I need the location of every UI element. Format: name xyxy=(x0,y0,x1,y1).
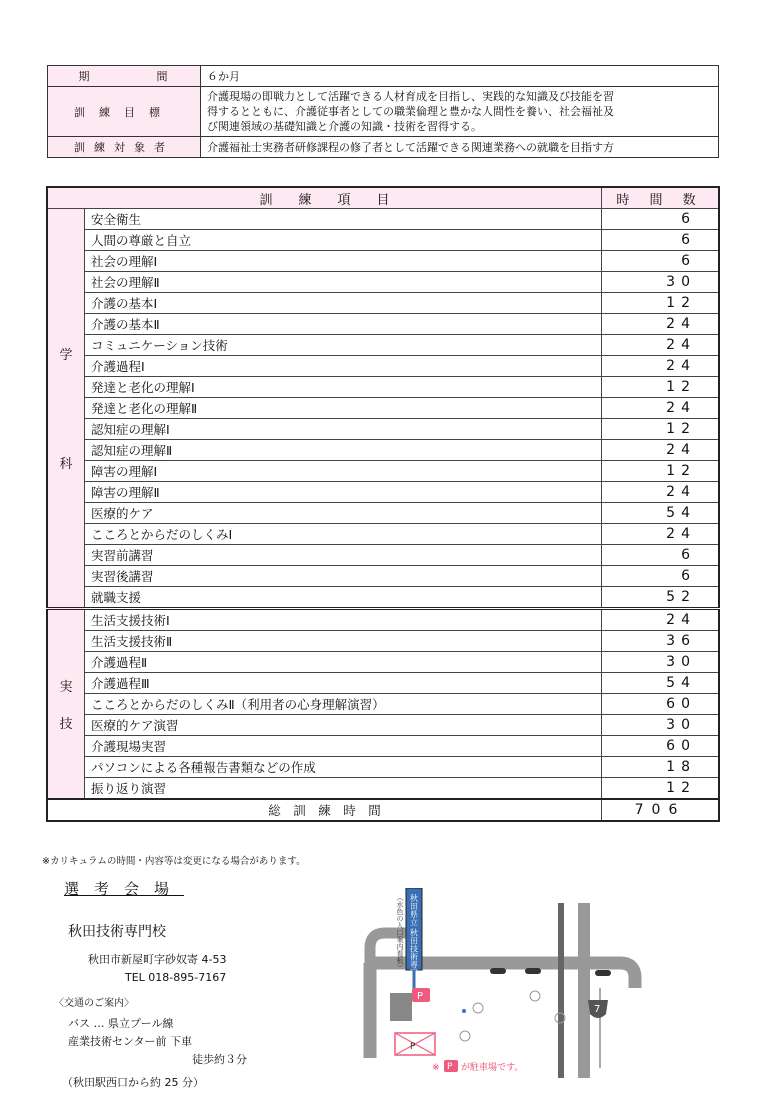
traffic-light-icon xyxy=(595,970,611,976)
curriculum-header xyxy=(47,187,719,209)
academic-category xyxy=(47,209,85,609)
item-hours: 12 xyxy=(602,293,720,314)
item-name: 介護過程Ⅲ xyxy=(85,673,602,694)
school-sign-text: 秋田県立 秋田技術専門校 xyxy=(409,894,419,985)
item-hours: 6 xyxy=(602,230,720,251)
curriculum-row xyxy=(47,715,719,736)
item-hours: 54 xyxy=(602,673,720,694)
curriculum-row xyxy=(47,398,719,419)
item-name: 社会の理解Ⅰ xyxy=(85,251,602,272)
item-name: 医療的ケア xyxy=(85,503,602,524)
access-heading: 〈交通のご案内〉 xyxy=(54,998,134,1009)
period-label: 期 間 xyxy=(48,66,201,87)
item-name: 認知症の理解Ⅰ xyxy=(85,419,602,440)
item-name: 生活支援技術Ⅰ xyxy=(85,609,602,631)
item-name: 発達と老化の理解Ⅱ xyxy=(85,398,602,419)
school-address: 秋田市新屋町字砂奴寄 4-53 xyxy=(88,953,227,966)
curriculum-row xyxy=(47,314,719,335)
curriculum-row xyxy=(47,652,719,673)
entrance-sign-text: （水色の入口案内看板） xyxy=(396,894,404,971)
curriculum-row xyxy=(47,736,719,757)
item-name: こころとからだのしくみⅠ xyxy=(85,524,602,545)
item-hours: 18 xyxy=(602,757,720,778)
item-hours: 12 xyxy=(602,461,720,482)
curriculum-row xyxy=(47,356,719,377)
curriculum-row xyxy=(47,757,719,778)
curriculum-row xyxy=(47,503,719,524)
railway xyxy=(558,903,564,1078)
bus-stop-icon xyxy=(462,1009,466,1013)
curriculum-row xyxy=(47,673,719,694)
item-hours: 24 xyxy=(602,335,720,356)
item-name: 発達と老化の理解Ⅰ xyxy=(85,377,602,398)
item-hours: 24 xyxy=(602,482,720,503)
total-row xyxy=(47,799,719,821)
walk-time: 徒歩約３分 xyxy=(192,1053,247,1066)
route-badge-text: 7 xyxy=(594,1004,601,1015)
course-info-table xyxy=(47,65,719,158)
curriculum-row xyxy=(47,545,719,566)
curriculum-table xyxy=(46,186,720,822)
item-name: 人間の尊厳と自立 xyxy=(85,230,602,251)
goal-line: び関連領域の基礎知識と介護の知識・技術を習得する。 xyxy=(207,120,482,133)
item-hours: 52 xyxy=(602,587,720,609)
item-name: 介護の基本Ⅱ xyxy=(85,314,602,335)
item-hours: 24 xyxy=(602,398,720,419)
item-hours: 36 xyxy=(602,631,720,652)
item-hours: 24 xyxy=(602,524,720,545)
item-hours: 30 xyxy=(602,272,720,293)
landmark-icon xyxy=(530,991,540,1001)
item-name: 医療的ケア演習 xyxy=(85,715,602,736)
bus-line: バス … 県立プール線 xyxy=(68,1017,174,1030)
item-hours: 30 xyxy=(602,652,720,673)
goal-label: 訓練目標 xyxy=(48,87,201,137)
goal-value xyxy=(201,87,719,137)
school-building xyxy=(390,993,412,1021)
goal-line: 得するとともに、介護従事者としての職業倫理と豊かな人間性を養い、社会福祉及 xyxy=(207,105,614,118)
item-hours: 60 xyxy=(602,736,720,757)
curriculum-row xyxy=(47,209,719,230)
item-name: 介護過程Ⅰ xyxy=(85,356,602,377)
item-name: 就職支援 xyxy=(85,587,602,609)
curriculum-row xyxy=(47,694,719,715)
item-hours: 60 xyxy=(602,694,720,715)
item-name: こころとからだのしくみⅡ（利用者の心身理解演習） xyxy=(85,694,602,715)
landmark-icon xyxy=(473,1003,483,1013)
closed-parking-text: P xyxy=(410,1042,416,1052)
from-station: （秋田駅西口から約 25 分） xyxy=(62,1076,204,1089)
item-hours: 6 xyxy=(602,566,720,587)
curriculum-note: ※カリキュラムの時間・内容等は変更になる場合があります。 xyxy=(42,856,306,867)
practical-category xyxy=(47,609,85,800)
item-name: 生活支援技術Ⅱ xyxy=(85,631,602,652)
header-item: 訓 練 項 目 xyxy=(47,187,602,209)
curriculum-row xyxy=(47,461,719,482)
curriculum-row xyxy=(47,335,719,356)
item-hours: 24 xyxy=(602,314,720,335)
item-hours: 6 xyxy=(602,545,720,566)
period-row xyxy=(48,66,719,87)
item-hours: 24 xyxy=(602,440,720,461)
traffic-light-icon xyxy=(525,968,541,974)
curriculum-row xyxy=(47,440,719,461)
curriculum-row xyxy=(47,251,719,272)
item-name: 認知症の理解Ⅱ xyxy=(85,440,602,461)
curriculum-row xyxy=(47,631,719,652)
item-name: コミュニケーション技術 xyxy=(85,335,602,356)
category-char: 実 xyxy=(59,680,73,695)
item-name: 実習後講習 xyxy=(85,566,602,587)
item-name: 介護過程Ⅱ xyxy=(85,652,602,673)
landmark-icon xyxy=(460,1031,470,1041)
item-name: 振り返り演習 xyxy=(85,778,602,800)
period-value: ６か月 xyxy=(201,66,719,87)
curriculum-row xyxy=(47,272,719,293)
item-hours: 24 xyxy=(602,356,720,377)
access-map xyxy=(360,888,650,1078)
header-hours: 時 間 数 xyxy=(602,187,720,209)
parking-text: P xyxy=(417,991,424,1002)
item-hours: 6 xyxy=(602,209,720,230)
traffic-light-icon xyxy=(490,968,506,974)
target-row xyxy=(48,137,719,158)
parking-note-mark: P xyxy=(447,1062,453,1072)
curriculum-row xyxy=(47,377,719,398)
item-name: 社会の理解Ⅱ xyxy=(85,272,602,293)
goal-row xyxy=(48,87,719,137)
item-name: パソコンによる各種報告書類などの作成 xyxy=(85,757,602,778)
item-name: 介護の基本Ⅰ xyxy=(85,293,602,314)
item-hours: 12 xyxy=(602,377,720,398)
item-hours: 54 xyxy=(602,503,720,524)
curriculum-row xyxy=(47,566,719,587)
category-char: 学 xyxy=(59,348,73,363)
school-name: 秋田技術専門校 xyxy=(68,924,166,940)
school-tel: TEL 018-895-7167 xyxy=(125,971,227,984)
curriculum-row xyxy=(47,293,719,314)
total-label: 総 訓 練 時 間 xyxy=(47,799,602,821)
total-hours: 706 xyxy=(602,799,720,821)
curriculum-row xyxy=(47,524,719,545)
item-name: 介護現場実習 xyxy=(85,736,602,757)
item-hours: 30 xyxy=(602,715,720,736)
curriculum-row xyxy=(47,778,719,800)
vertical-road xyxy=(578,903,590,1078)
curriculum-row xyxy=(47,230,719,251)
item-hours: 24 xyxy=(602,609,720,631)
target-value: 介護福祉士実務者研修課程の修了者として活躍できる関連業務への就職を目指す方 xyxy=(201,137,719,158)
item-hours: 12 xyxy=(602,419,720,440)
item-name: 障害の理解Ⅱ xyxy=(85,482,602,503)
parking-note-text: が駐車場です。 xyxy=(461,1063,524,1073)
item-name: 実習前講習 xyxy=(85,545,602,566)
item-hours: 12 xyxy=(602,778,720,800)
item-name: 安全衛生 xyxy=(85,209,602,230)
item-hours: 6 xyxy=(602,251,720,272)
goal-line: 介護現場の即戦力として活躍できる人材育成を目指し、実践的な知識及び技能を習 xyxy=(207,90,614,103)
target-label: 訓練対象者 xyxy=(48,137,201,158)
bus-stop: 産業技術センター前 下車 xyxy=(68,1035,193,1048)
curriculum-row xyxy=(47,419,719,440)
item-name: 障害の理解Ⅰ xyxy=(85,461,602,482)
category-char: 技 xyxy=(59,717,73,732)
venue-heading: 選考会場 xyxy=(64,880,185,898)
curriculum-row xyxy=(47,482,719,503)
curriculum-row xyxy=(47,587,719,609)
category-char: 科 xyxy=(59,457,73,472)
parking-note-prefix: ※ xyxy=(432,1063,440,1073)
curriculum-row xyxy=(47,609,719,631)
